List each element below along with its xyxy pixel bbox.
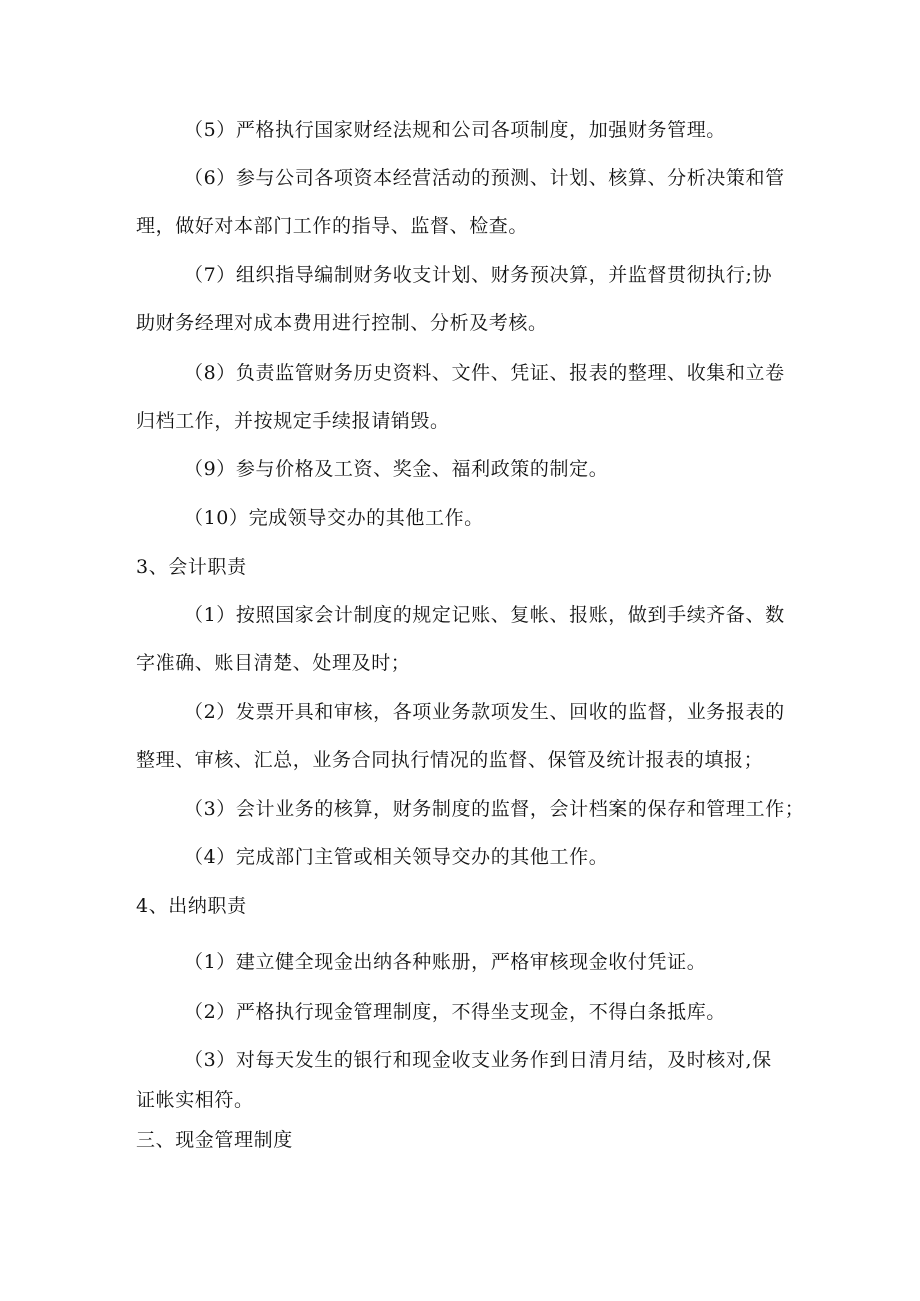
cashier-item-3: （3）对每天发生的银行和现金收支业务作到日清月结，及时核对,保证帐实相符。 <box>136 1049 772 1111</box>
section-heading-cash-management: 三、现金管理制度 <box>136 1129 293 1151</box>
accounting-item-2: （2）发票开具和审核，各项业务款项发生、回收的监督，业务报表的整理、审核、汇总，业务合同执行情况的监督、保管及统计报表的填报； <box>136 701 785 771</box>
paragraph-8: （8）负责监管财务历史资料、文件、凭证、报表的整理、收集和立卷归档工作，并按规定手续报请销毁。 <box>136 362 785 432</box>
paragraph-9: （9）参与价格及工资、奖金、福利政策的制定。 <box>184 458 609 480</box>
paragraph-10: （10）完成领导交办的其他工作。 <box>184 507 484 529</box>
paragraph-5: （5）严格执行国家财经法规和公司各项制度，加强财务管理。 <box>184 119 726 141</box>
paragraph-6: （6）参与公司各项资本经营活动的预测、计划、核算、分析决策和管理，做好对本部门工作的指导、监督、检查。 <box>136 167 785 237</box>
paragraph-7: （7）组织指导编制财务收支计划、财务预决算，并监督贯彻执行;协助财务经理对成本费用进行控制、分析及考核。 <box>136 264 773 334</box>
accounting-item-3: （3）会计业务的核算，财务制度的监督，会计档案的保存和管理工作； <box>184 798 805 820</box>
cashier-item-1: （1）建立健全现金出纳各种账册，严格审核现金收付凭证。 <box>184 951 707 973</box>
section-heading-accounting: 3、会计职责 <box>136 556 247 578</box>
cashier-item-2: （2）严格执行现金管理制度，不得坐支现金，不得白条抵库。 <box>184 1001 726 1023</box>
section-heading-cashier: 4、出纳职责 <box>136 895 247 917</box>
accounting-item-1: （1）按照国家会计制度的规定记账、复帐、报账，做到手续齐备、数字准确、账目清楚、处理及时； <box>136 604 785 674</box>
accounting-item-4: （4）完成部门主管或相关领导交办的其他工作。 <box>184 846 609 868</box>
